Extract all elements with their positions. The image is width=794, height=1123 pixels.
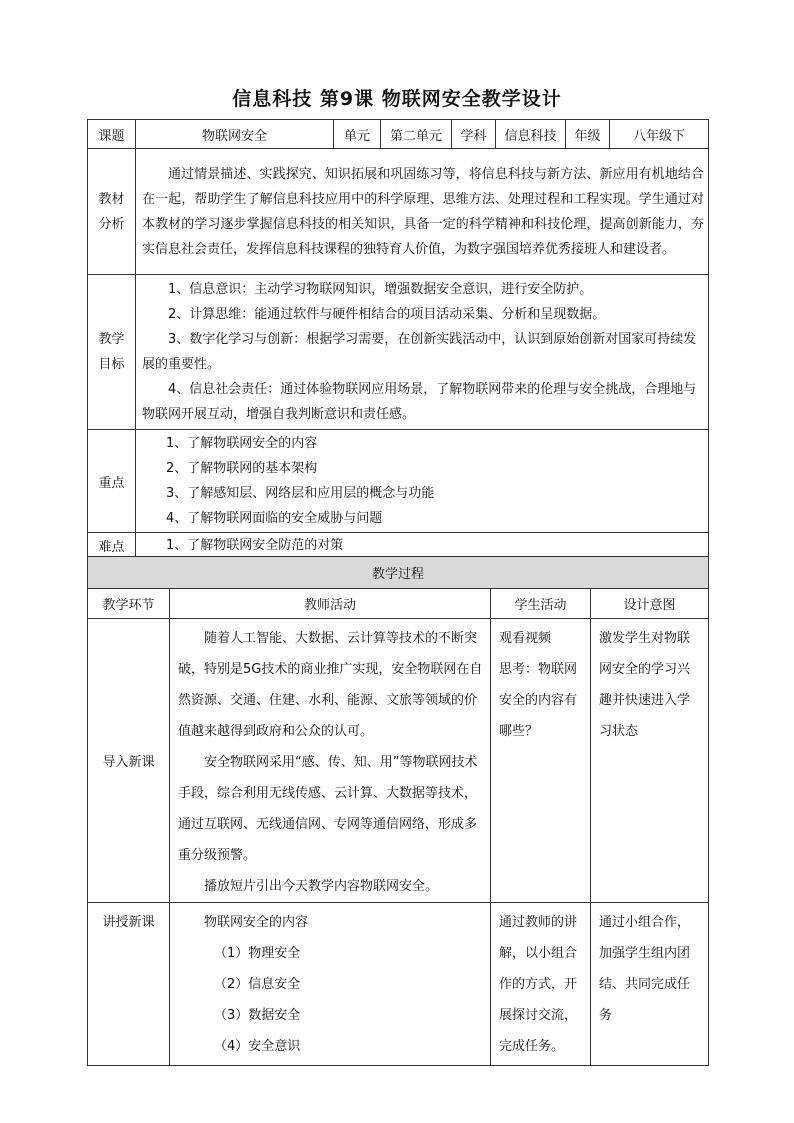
topic-value: 物联网安全 [136,120,334,149]
goals-list [136,275,709,430]
analysis-text [136,149,709,275]
key-points-list [136,430,709,533]
teacher-activity-intro [170,619,491,903]
column-header-teacher: 教师活动 [170,589,491,619]
stage-intro: 导入新课 [88,619,170,903]
page-title: 信息科技 第9课 物联网安全教学设计 [232,88,562,110]
design-intent-intro: 激发学生对物联网安全的学习兴趣并快速进入学习状态 [591,619,709,903]
student-activity-intro: 观看视频 思考：物联网安全的内容有哪些？ [491,619,591,903]
teacher-list-item: （1）物理安全 [214,946,301,961]
topic-label: 课题 [88,120,136,149]
design-intent-lecture: 通过小组合作，加强学生组内团结、共同完成任务 [591,903,709,1066]
difficulty-text [136,533,709,559]
teaching-process-table [87,556,709,1066]
teacher-paragraph: 随着人工智能、大数据、云计算等技术的不断突破，特别是5G技术的商业推广实现，安全物联网在自然资源、交通、住建、水利、能源、文旅等领域的价值越来越得到政府和公众的认可。 [178,631,483,739]
grade-value: 八年级下 [610,120,709,149]
key-points-label: 重点 [88,430,136,533]
teacher-list-item: （3）数据安全 [214,1008,301,1023]
difficulty-item: 1、了解物联网安全防范的对策 [166,538,344,553]
process-title: 教学过程 [88,557,709,589]
goal-item: 1、信息意识：主动学习物联网知识，增强数据安全意识，进行安全防护。 [168,282,593,297]
difficulty-label: 难点 [88,533,136,559]
key-point-item: 1、了解物联网安全的内容 [166,436,318,451]
subject-label: 学科 [452,120,496,149]
column-header-stage: 教学环节 [88,589,170,619]
teacher-paragraph: 播放短片引出今天教学内容物联网安全。 [204,879,439,894]
key-point-item: 2、了解物联网的基本架构 [166,461,318,476]
teacher-activity-lecture [170,903,491,1066]
teacher-list-item: （4）安全意识 [214,1039,301,1054]
key-point-item: 4、了解物联网面临的安全威胁与问题 [166,511,383,526]
goal-item: 4、信息社会责任：通过体验物联网应用场景，了解物联网带来的伦理与安全挑战，合理地与物联网开展互动，增强自我判断意识和责任感。 [142,382,697,422]
column-header-student: 学生活动 [491,589,591,619]
student-activity-lecture: 通过教师的讲解，以小组合作的方式，开展探讨交流，完成任务。 [491,903,591,1066]
goals-label: 教学 目标 [88,275,136,430]
analysis-label: 教材 分析 [88,149,136,275]
analysis-paragraph: 通过情景描述、实践探究、知识拓展和巩固练习等，将信息科技与新方法、新应用有机地结合在一起，帮助学生了解信息科技应用中的科学原理、思维方法、处理过程和工程实现。学生通过对本教材的学习逐步掌握信息科技的相关知识，具备一定的科学精神和科技伦理，提高创新能力，夯实信息社会责任，发挥信息科技课程的独特育人价值，为数字强国培养优秀接班人和建设者。 [142,166,704,257]
column-header-intent: 设计意图 [591,589,709,619]
teacher-paragraph: 安全物联网采用“感、传、知、用”等物联网技术手段，综合利用无线传感、云计算、大数据等技术，通过互联网、无线通信网、专网等通信网络，形成多重分级预警。 [178,755,478,863]
teacher-intro-line: 物联网安全的内容 [204,915,309,930]
teacher-list-item: （2）信息安全 [214,977,301,992]
unit-value: 第二单元 [381,120,452,149]
key-point-item: 3、了解感知层、网络层和应用层的概念与功能 [166,486,435,501]
grade-label: 年级 [566,120,610,149]
lesson-info-table [87,119,709,559]
goal-item: 3、数字化学习与创新：根据学习需要，在创新实践活动中，认识到原始创新对国家可持续发展的重要性。 [142,332,697,372]
unit-label: 单元 [334,120,381,149]
goal-item: 2、计算思维：能通过软件与硬件相结合的项目活动采集、分析和呈现数据。 [168,307,606,322]
subject-value: 信息科技 [496,120,566,149]
stage-lecture: 讲授新课 [88,903,170,1066]
